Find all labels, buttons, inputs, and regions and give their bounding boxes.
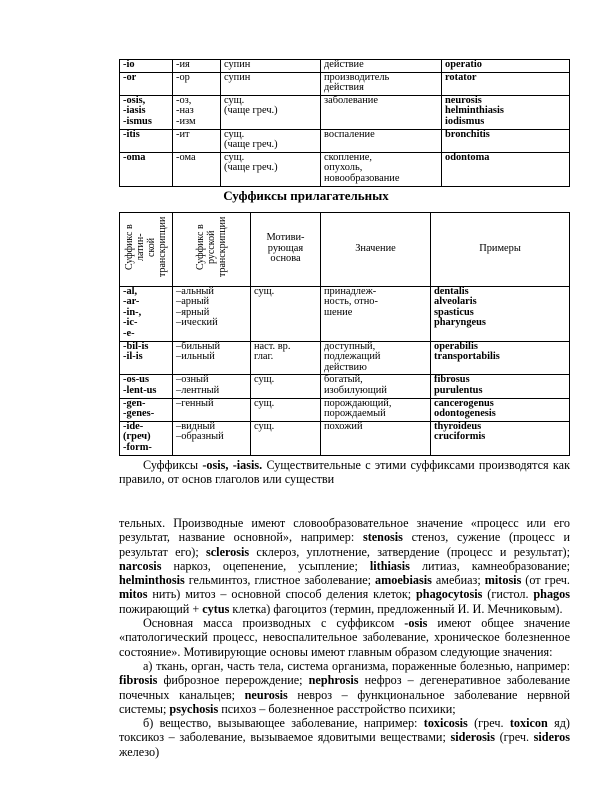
russian-suffix-cell: -ор (173, 72, 221, 95)
meaning-cell: порождающий, порождаемый (321, 398, 431, 421)
meaning-cell: производитель действия (321, 72, 442, 95)
example-cell: rotator (442, 72, 570, 95)
base-cell: сущ. (чаще греч.) (221, 129, 321, 152)
latin-suffix-cell: -bil-is -il-is (120, 341, 173, 375)
example-cell: cancerogenus odontogenesis (431, 398, 570, 421)
example-cell: thyroideus cruciformis (431, 421, 570, 455)
latin-suffix-cell: -or (120, 72, 173, 95)
header-examples: Примеры (431, 213, 570, 287)
example-cell: bronchitis (442, 129, 570, 152)
meaning-cell: воспаление (321, 129, 442, 152)
russian-suffix-cell: –генный (173, 398, 251, 421)
intro-text: Существительные с этими суффиксами производятся как правило, от основ глаголов или существи (119, 458, 570, 487)
latin-suffix-cell: -itis (120, 129, 173, 152)
paragraph: б) вещество, вызывающее заболевание, например: toxicosis (греч. toxicon яд) токсикоз – заболевание, вызываемое ядовитыми веществами; siderosis (греч. sideros железо) (119, 716, 570, 759)
header-base: Мотиви- рующая основа (251, 213, 321, 287)
latin-suffix-cell: -osis, -iasis -ismus (120, 95, 173, 129)
meaning-cell: принадлеж- ность, отно- шение (321, 286, 431, 341)
example-cell: operatio (442, 60, 570, 73)
example-cell: operabilis transportabilis (431, 341, 570, 375)
russian-suffix-cell: -оз, -наз -изм (173, 95, 221, 129)
russian-suffix-cell: -ит (173, 129, 221, 152)
latin-suffix-cell: -os-us -lent-us (120, 375, 173, 398)
base-cell: наст. вр. глаг. (251, 341, 321, 375)
base-cell: супин (221, 72, 321, 95)
russian-suffix-cell: -ома (173, 152, 221, 186)
table-row (120, 398, 570, 421)
meaning-cell: богатый, изобилующий (321, 375, 431, 398)
latin-suffix-cell: -gen- -genes- (120, 398, 173, 421)
table-row (120, 421, 570, 455)
base-cell: сущ. (чаще греч.) (221, 95, 321, 129)
russian-suffix-cell: -ия (173, 60, 221, 73)
base-cell: сущ. (чаще греч.) (221, 152, 321, 186)
meaning-cell: скопление, опухоль, новообразование (321, 152, 442, 186)
base-cell: сущ. (251, 375, 321, 398)
example-cell: neurosis helminthiasis iodismus (442, 95, 570, 129)
example-cell: fibrosus purulentus (431, 375, 570, 398)
base-cell: сущ. (251, 398, 321, 421)
table-row (120, 341, 570, 375)
header-russian-suffix: Суффикс в русской транскрипции (173, 213, 251, 287)
meaning-cell: похожий (321, 421, 431, 455)
example-cell: odontoma (442, 152, 570, 186)
latin-suffix-cell: -ide- (греч) -form- (120, 421, 173, 455)
section-heading: Суффиксы прилагательных (223, 188, 389, 203)
meaning-cell: действие (321, 60, 442, 73)
base-cell: супин (221, 60, 321, 73)
paragraph: Основная масса производных с суффиксом -osis имеют общее значение «патологический процесс, невоспалительное заболевание, хроническое болезненное состояние». Мотивирующие основы имеют главным образом следующие значения: (119, 616, 570, 659)
russian-suffix-cell: –альный –арный –ярный –ический (173, 286, 251, 341)
table-row (120, 72, 570, 95)
base-cell: сущ. (251, 421, 321, 455)
table-row (120, 375, 570, 398)
table-row (120, 60, 570, 73)
meaning-cell: заболевание (321, 95, 442, 129)
example-cell: dentalis alveolaris spasticus pharyngeus (431, 286, 570, 341)
russian-suffix-cell: –бильный –ильный (173, 341, 251, 375)
header-latin-suffix: Суффикс в латин- ской транскрипции (120, 213, 173, 287)
paragraph: тельных. Производные имеют словообразовательное значение «процесс или его результат, название основной», например: stenosis стеноз, сужение (процесс и результат его); sclerosis склероз, уплотнение, затвердение (процесс и результат); narcosis наркоз, оцепенение, усыпление; lithiasis литиаз, камнеобразование; helminthosis гельминтоз, глистное заболевание; amoebiasis амебиаз; mitosis (от греч. mitos нить) митоз – основной способ деления клеток; phagocytosis (гистол. phagos пожирающий + cytus клетка) фагоцитоз (термин, предложенный И. И. Мечниковым). (119, 516, 570, 616)
paragraph: а) ткань, орган, часть тела, система организма, пораженные болезнью, например: fibrosis фиброзное перерождение; nephrosis нефроз – дегенеративное заболевание почечных канальцев; neurosis невроз – функциональное заболевание нервной системы; psychosis психоз – болезненное расстройство психики; (119, 658, 570, 716)
table-row (120, 152, 570, 186)
intro-text: Суффиксы (143, 458, 203, 472)
intro-paragraph (119, 458, 570, 487)
latin-suffix-cell: -al, -ar- -in-, -ic- -e- (120, 286, 173, 341)
latin-suffix-cell: -io (120, 60, 173, 73)
table-row (120, 286, 570, 341)
meaning-cell: доступный, подлежащий действию (321, 341, 431, 375)
adjective-suffix-table (119, 212, 570, 456)
russian-suffix-cell: –видный –образный (173, 421, 251, 455)
base-cell: сущ. (251, 286, 321, 341)
table-row (120, 129, 570, 152)
header-meaning: Значение (321, 213, 431, 287)
body-text (119, 516, 570, 759)
russian-suffix-cell: –озный –лентный (173, 375, 251, 398)
latin-suffix-cell: -oma (120, 152, 173, 186)
table-header-row (120, 213, 570, 287)
suffix-term: -osis, -iasis. (202, 458, 263, 472)
noun-suffix-table (119, 59, 570, 187)
table-row (120, 95, 570, 129)
